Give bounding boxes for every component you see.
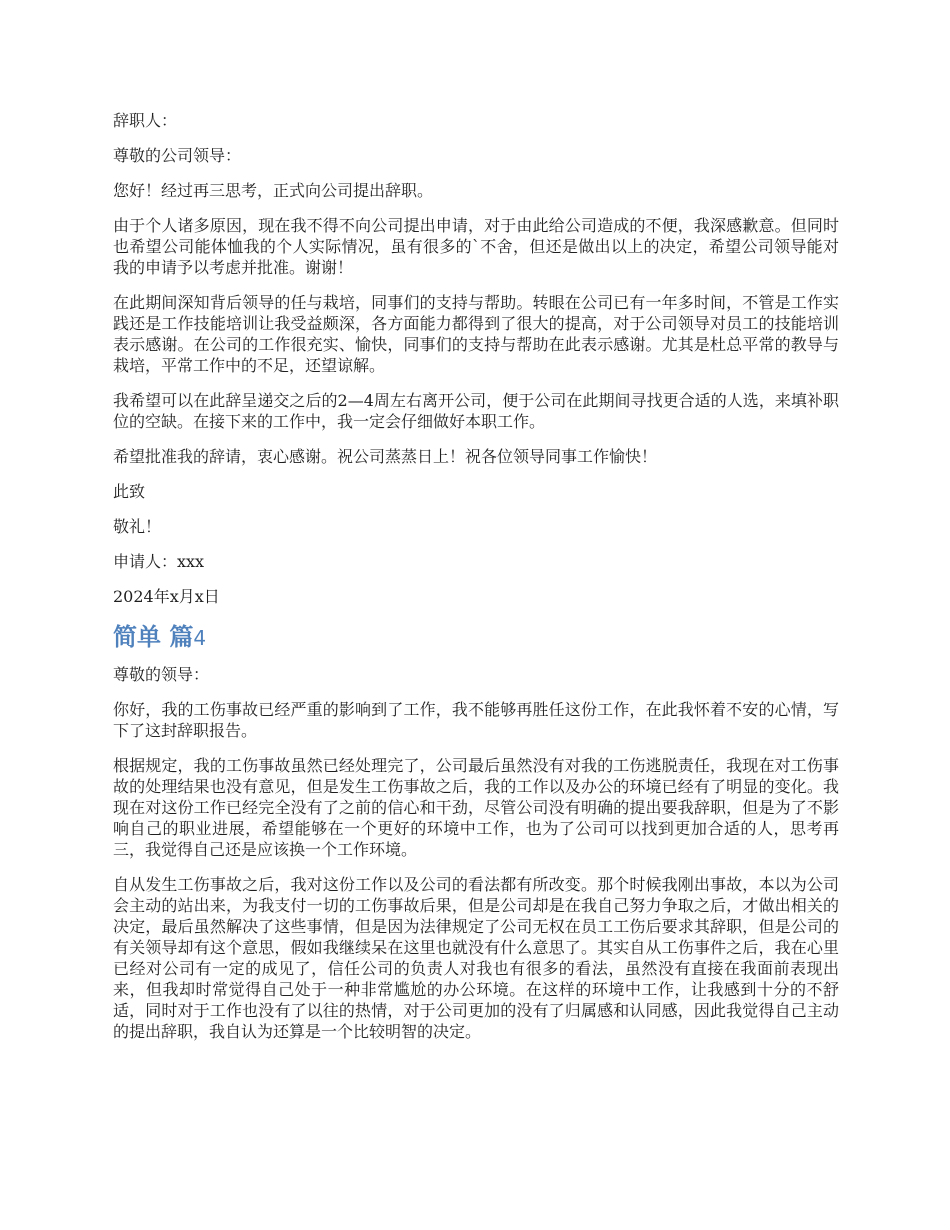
section-heading — [113, 621, 839, 654]
paragraph-2-2: 根据规定，我的工伤事故虽然已经处理完了，公司最后虽然没有对我的工伤逃脱责任，我现在对工伤事故的处理结果也没有意见，但是发生工伤事故之后，我的工作以及办公的环境已经有了明显的变化。我现在对这份工作已经完全没有了之前的信心和干劲，尽管公司没有明确的提出要我辞职，但是为了不影响自己的职业进展，希望能够在一个更好的环境中工作，也为了公司可以找到更加合适的人，思考再三，我觉得自己还是应该换一个工作环境。 — [113, 756, 839, 859]
paragraph-2-1: 你好，我的工伤事故已经严重的影响到了工作，我不能够再胜任这份工作，在此我怀着不安的心情，写下了这封辞职报告。 — [113, 700, 839, 740]
paragraph-1-5: 希望批准我的辞请，衷心感谢。祝公司蒸蒸日上！祝各位领导同事工作愉快！ — [113, 447, 658, 466]
paragraph-1-3: 在此期间深知背后领导的任与栽培，同事们的支持与帮助。转眼在公司已有一年多时间，不管是工作实践还是工作技能培训让我受益颇深，各方面能力都得到了很大的提高，对于公司领导对员工的技能培训表示感谢。在公司的工作很充实、愉快，同事们的支持与帮助在此表示感谢。尤其是杜总平常的教导与栽培，平常工作中的不足，还望谅解。 — [113, 293, 839, 375]
document-page — [113, 110, 839, 1056]
salutation-1: 尊敬的公司领导： — [113, 146, 242, 165]
section-heading-text: 简单 篇 — [113, 623, 194, 651]
paragraph-2-3: 自从发生工伤事故之后，我对这份工作以及公司的看法都有所改变。那个时候我刚出事故，本以为公司会主动的站出来，为我支付一切的工伤事故后果，但是公司却是在我自己努力争取之后，才做出相关的决定，最后虽然解决了这些事情，但是因为法律规定了公司无权在员工工伤后要求其辞职，但是公司的有关领导却有这个意思，假如我继续呆在这里也就没有什么意思了。其实自从工伤事件之后，我在心里已经对公司有一定的成见了，信任公司的负责人对我也有很多的看法，虽然没有直接在我面前表现出来，但我却时常觉得自己处于一种非常尴尬的办公环境。在这样的环境中工作，让我感到十分的不舒适，同时对于工作也没有了以往的热情，对于公司更加的没有了归属感和认同感，因此我觉得自己主动的提出辞职，我自认为还算是一个比较明智的决定。 — [113, 875, 839, 1041]
paragraph-1-4: 我希望可以在此辞呈递交之后的2—4周左右离开公司，便于公司在此期间寻找更合适的人选，来填补职位的空缺。在接下来的工作中，我一定会仔细做好本职工作。 — [113, 391, 839, 431]
resigner-label: 辞职人： — [113, 111, 178, 130]
applicant-signature: 申请人：xxx — [113, 552, 205, 571]
closing-line-2: 敬礼！ — [113, 517, 162, 536]
paragraph-1-2: 由于个人诸多原因，现在我不得不向公司提出申请，对于由此给公司造成的不便，我深感歉意。但同时也希望公司能体恤我的个人实际情况，虽有很多的`不舍，但还是做出以上的决定，希望公司领导能对我的申请予以考虑并批准。谢谢！ — [113, 216, 839, 277]
salutation-2: 尊敬的领导： — [113, 665, 210, 684]
paragraph-1-1: 您好！经过再三思考，正式向公司提出辞职。 — [113, 181, 434, 200]
closing-line-1: 此致 — [113, 482, 146, 501]
section-heading-number: 4 — [193, 626, 207, 650]
letter-date: 2024年x月x日 — [113, 587, 220, 606]
